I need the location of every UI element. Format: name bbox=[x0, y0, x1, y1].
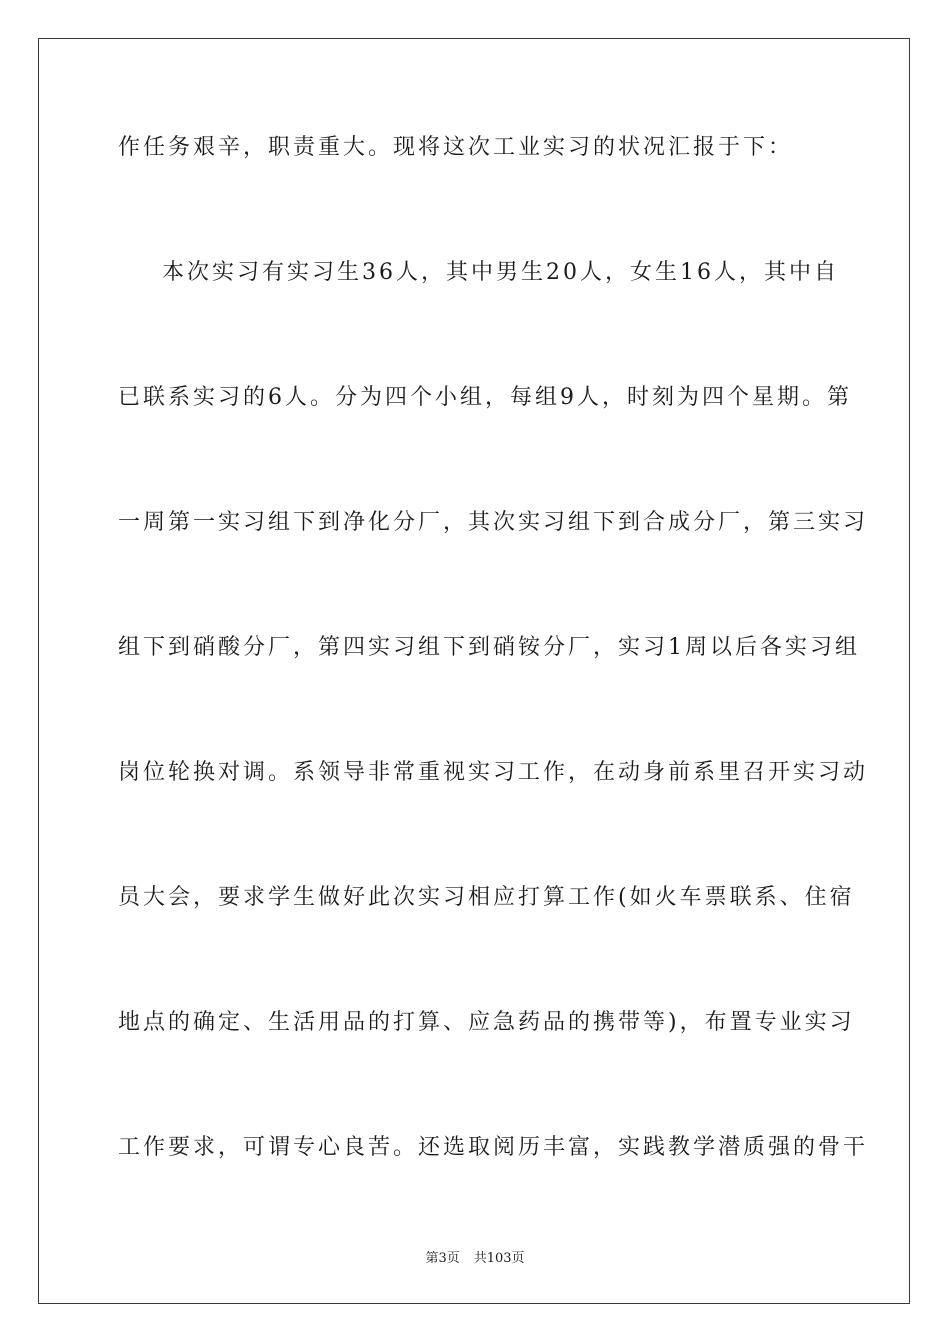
text-line-6: 岗位轮换对调。系领导非常重视实习工作，在动身前系里召开实习动 bbox=[118, 760, 869, 785]
text-line-2: 本次实习有实习生36人，其中男生20人，女生16人，其中自 bbox=[162, 260, 839, 285]
text-line-3: 已联系实习的6人。分为四个小组，每组9人，时刻为四个星期。第 bbox=[118, 385, 852, 410]
text-line-1: 作任务艰辛，职责重大。现将这次工业实习的状况汇报于下： bbox=[118, 135, 794, 160]
text-line-8: 地点的确定、生活用品的打算、应急药品的携带等)，布置专业实习 bbox=[118, 1010, 855, 1035]
text-line-7: 员大会，要求学生做好此次实习相应打算工作(如火车票联系、住宿 bbox=[118, 885, 855, 910]
page-border bbox=[38, 38, 910, 1304]
page-number: 第3页 bbox=[425, 1251, 460, 1266]
page-footer bbox=[0, 1247, 950, 1266]
text-line-5: 组下到硝酸分厂，第四实习组下到硝铵分厂，实习1周以后各实习组 bbox=[118, 635, 860, 660]
text-line-9: 工作要求，可谓专心良苦。还选取阅历丰富，实践教学潜质强的骨干 bbox=[118, 1135, 869, 1160]
text-line-4: 一周第一实习组下到净化分厂，其次实习组下到合成分厂，第三实习 bbox=[118, 510, 869, 535]
total-pages: 共103页 bbox=[473, 1251, 525, 1266]
